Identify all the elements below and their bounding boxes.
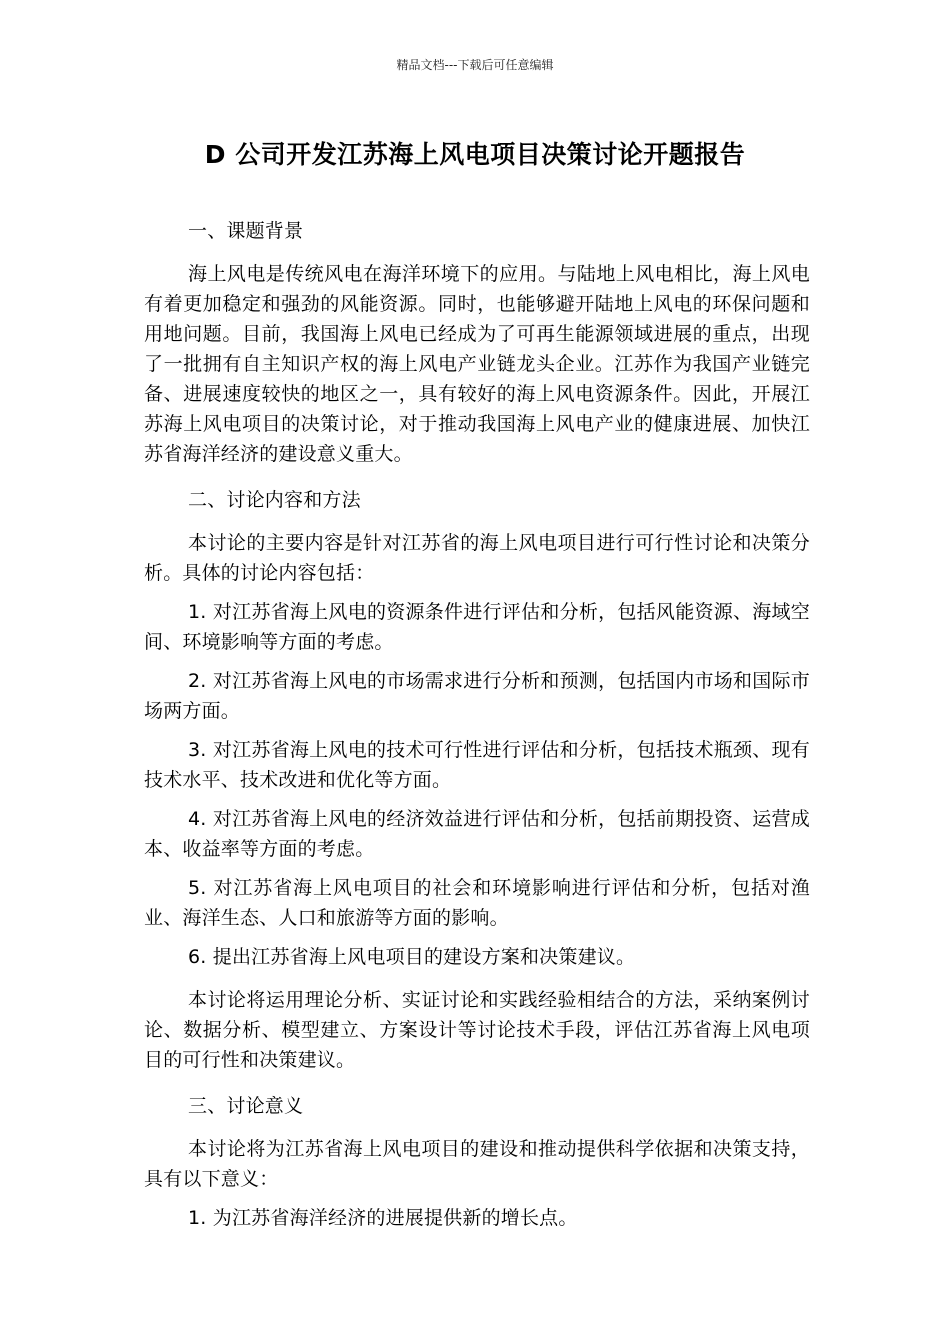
section-heading-content-method: 二、讨论内容和方法 (188, 489, 361, 511)
content-list-item: 1. 对江苏省海上风电的资源条件进行评估和分析，包括风能资源、海域空间、环境影响等方面的考虑。 (144, 601, 810, 653)
significance-intro-paragraph: 本讨论将为江苏省海上风电项目的建设和推动提供科学依据和决策支持，具有以下意义： (144, 1138, 810, 1190)
document-title: D 公司开发江苏海上风电项目决策讨论开题报告 (204, 140, 746, 169)
content-list-item: 4. 对江苏省海上风电的经济效益进行评估和分析，包括前期投资、运营成本、收益率等方面的考虑。 (144, 808, 810, 860)
method-paragraph: 本讨论将运用理论分析、实证讨论和实践经验相结合的方法，采纳案例讨论、数据分析、模型建立、方案设计等讨论技术手段，评估江苏省海上风电项目的可行性和决策建议。 (144, 989, 810, 1071)
background-paragraph: 海上风电是传统风电在海洋环境下的应用。与陆地上风电相比，海上风电有着更加稳定和强劲的风能资源。同时，也能够避开陆地上风电的环保问题和用地问题。目前，我国海上风电已经成为了可再生能源领域进展的重点，出现了一批拥有自主知识产权的海上风电产业链龙头企业。江苏作为我国产业链完备、进展速度较快的地区之一，具有较好的海上风电资源条件。因此，开展江苏海上风电项目的决策讨论，对于推动我国海上风电产业的健康进展、加快江苏省海洋经济的建设意义重大。 (144, 263, 810, 465)
content-list-item: 5. 对江苏省海上风电项目的社会和环境影响进行评估和分析，包括对渔业、海洋生态、人口和旅游等方面的影响。 (144, 877, 810, 929)
content-list-item: 3. 对江苏省海上风电的技术可行性进行评估和分析，包括技术瓶颈、现有技术水平、技术改进和优化等方面。 (144, 739, 810, 791)
content-list-item: 2. 对江苏省海上风电的市场需求进行分析和预测，包括国内市场和国际市场两方面。 (144, 670, 810, 722)
section-heading-significance: 三、讨论意义 (188, 1095, 304, 1117)
document-body (144, 216, 810, 1233)
content-intro-paragraph: 本讨论的主要内容是针对江苏省的海上风电项目进行可行性讨论和决策分析。具体的讨论内容包括： (144, 532, 810, 584)
content-list-item: 6. 提出江苏省海上风电项目的建设方案和决策建议。 (188, 946, 636, 968)
significance-list-item: 1. 为江苏省海洋经济的进展提供新的增长点。 (188, 1207, 578, 1229)
page-header-note: 精品文档---下载后可任意编辑 (396, 58, 554, 72)
section-heading-background: 一、课题背景 (188, 220, 304, 242)
